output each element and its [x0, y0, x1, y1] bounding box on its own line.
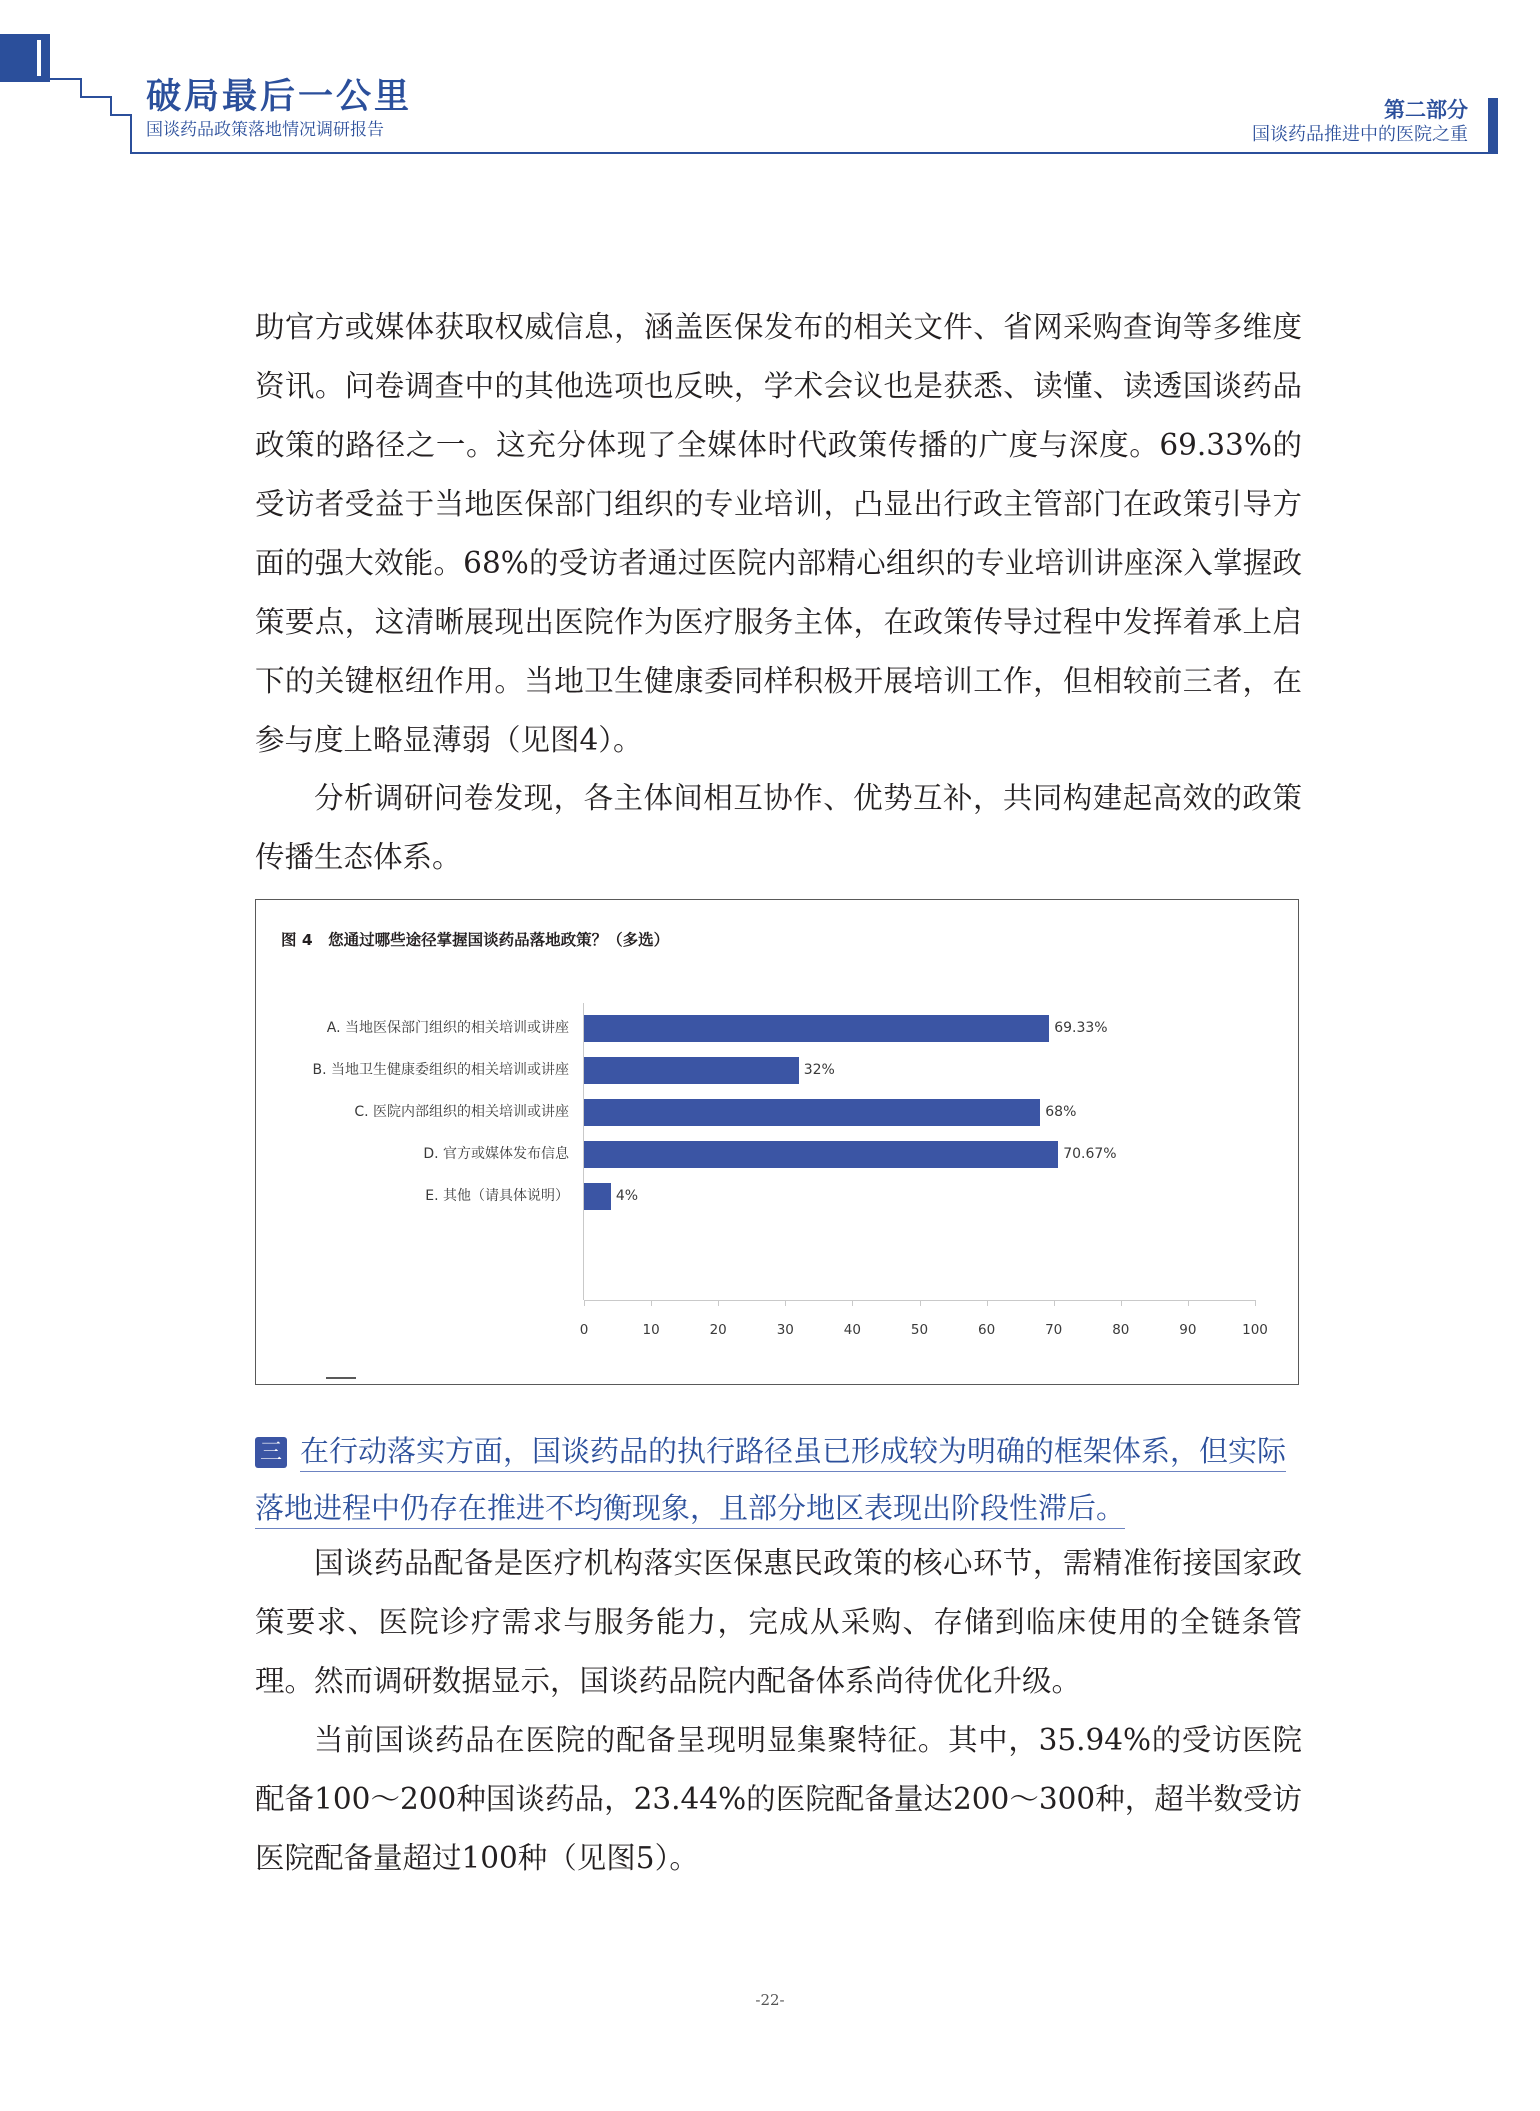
- y-axis: [583, 1003, 584, 1300]
- x-tick: [987, 1300, 988, 1306]
- header-step-line: [110, 96, 112, 116]
- header-step-line: [110, 114, 132, 116]
- x-tick-label: 100: [1242, 1322, 1268, 1338]
- header-rule: [130, 152, 1488, 154]
- x-tick-label: 30: [776, 1322, 794, 1338]
- x-tick: [852, 1300, 853, 1306]
- category-label: C. 医院内部组织的相关培训或讲座: [354, 1104, 569, 1120]
- data-label: 4%: [615, 1188, 639, 1204]
- header-step-line: [80, 78, 82, 98]
- x-tick-label: 60: [978, 1322, 996, 1338]
- x-tick: [1188, 1300, 1189, 1306]
- bar: [584, 1057, 799, 1084]
- header-right-bar: [1488, 98, 1498, 154]
- x-tick: [718, 1300, 719, 1306]
- category-label: A. 当地医保部门组织的相关培训或讲座: [326, 1020, 569, 1036]
- x-tick-label: 0: [579, 1322, 589, 1338]
- data-label: 68%: [1045, 1104, 1077, 1120]
- data-label: 70.67%: [1063, 1146, 1117, 1162]
- x-tick-label: 40: [843, 1322, 861, 1338]
- category-label: B. 当地卫生健康委组织的相关培训或讲座: [312, 1062, 569, 1078]
- x-tick-label: 20: [709, 1322, 727, 1338]
- page-number: -22-: [755, 1991, 785, 2009]
- x-tick: [1054, 1300, 1055, 1306]
- section-heading: [255, 1423, 1302, 1537]
- body-paragraph: 助官方或媒体获取权威信息，涵盖医保发布的相关文件、省网采购查询等多维度资讯。问卷调查中的其他选项也反映，学术会议也是获悉、读懂、读透国谈药品政策的路径之一。这充分体现了全媒体时代政策传播的广度与深度。69.33%的受访者受益于当地医保部门组织的专业培训，凸显出行政主管部门在政策引导方面的强大效能。68%的受访者通过医院内部精心组织的专业培训讲座深入掌握政策要点，这清晰展现出医院作为医疗服务主体，在政策传导过程中发挥着承上启下的关键枢纽作用。当地卫生健康委同样积极开展培训工作，但相较前三者，在参与度上略显薄弱（见图4）。: [255, 310, 1302, 757]
- x-tick: [920, 1300, 921, 1306]
- section-label: 国谈药品推进中的医院之重: [1252, 124, 1468, 145]
- category-label: D. 官方或媒体发布信息: [423, 1146, 569, 1162]
- bar: [584, 1099, 1040, 1126]
- report-subtitle: 国谈药品政策落地情况调研报告: [146, 120, 384, 140]
- x-tick: [651, 1300, 652, 1306]
- x-tick-label: 90: [1179, 1322, 1197, 1338]
- bar: [584, 1141, 1058, 1168]
- x-tick: [584, 1300, 585, 1306]
- section-number-badge: 三: [255, 1437, 287, 1468]
- x-tick-label: 70: [1045, 1322, 1063, 1338]
- section-heading-text: 在行动落实方面，国谈药品的执行路径虽已形成较为明确的框架体系，但实际落地进程中仍存在推进不均衡现象，且部分地区表现出阶段性滞后。: [255, 1434, 1286, 1529]
- x-tick: [1121, 1300, 1122, 1306]
- data-label: 32%: [803, 1062, 835, 1078]
- bar: [584, 1015, 1049, 1042]
- bar: [584, 1183, 611, 1210]
- header-step-line: [130, 114, 132, 154]
- report-title: 破局最后一公里: [146, 77, 413, 117]
- header-step-line: [80, 96, 110, 98]
- x-tick: [785, 1300, 786, 1306]
- x-tick-label: 80: [1112, 1322, 1130, 1338]
- x-tick: [1255, 1300, 1256, 1306]
- data-label: 69.33%: [1054, 1020, 1108, 1036]
- body-paragraph: 当前国谈药品在医院的配备呈现明显集聚特征。其中，35.94%的受访医院配备100～200种国谈药品，23.44%的医院配备量达200～300种，超半数受访医院配备量超过100种（见图5）。: [255, 1723, 1302, 1875]
- part-label: 第二部分: [1384, 98, 1468, 122]
- figure-4-chart: [255, 899, 1299, 1385]
- header-logo-block: [0, 34, 50, 82]
- x-tick-label: 10: [642, 1322, 660, 1338]
- figure-corner-mark: [326, 1377, 356, 1379]
- chart-title: 图 4 您通过哪些途径掌握国谈药品落地政策？（多选）: [281, 931, 670, 949]
- body-paragraph: 国谈药品配备是医疗机构落实医保惠民政策的核心环节，需精准衔接国家政策要求、医院诊疗需求与服务能力，完成从采购、存储到临床使用的全链条管理。然而调研数据显示，国谈药品院内配备体系尚待优化升级。: [255, 1546, 1302, 1698]
- category-label: E. 其他（请具体说明）: [425, 1188, 569, 1204]
- body-paragraph: 分析调研问卷发现，各主体间相互协作、优势互补，共同构建起高效的政策传播生态体系。: [255, 781, 1302, 874]
- x-tick-label: 50: [910, 1322, 929, 1338]
- header-step-line: [50, 78, 80, 80]
